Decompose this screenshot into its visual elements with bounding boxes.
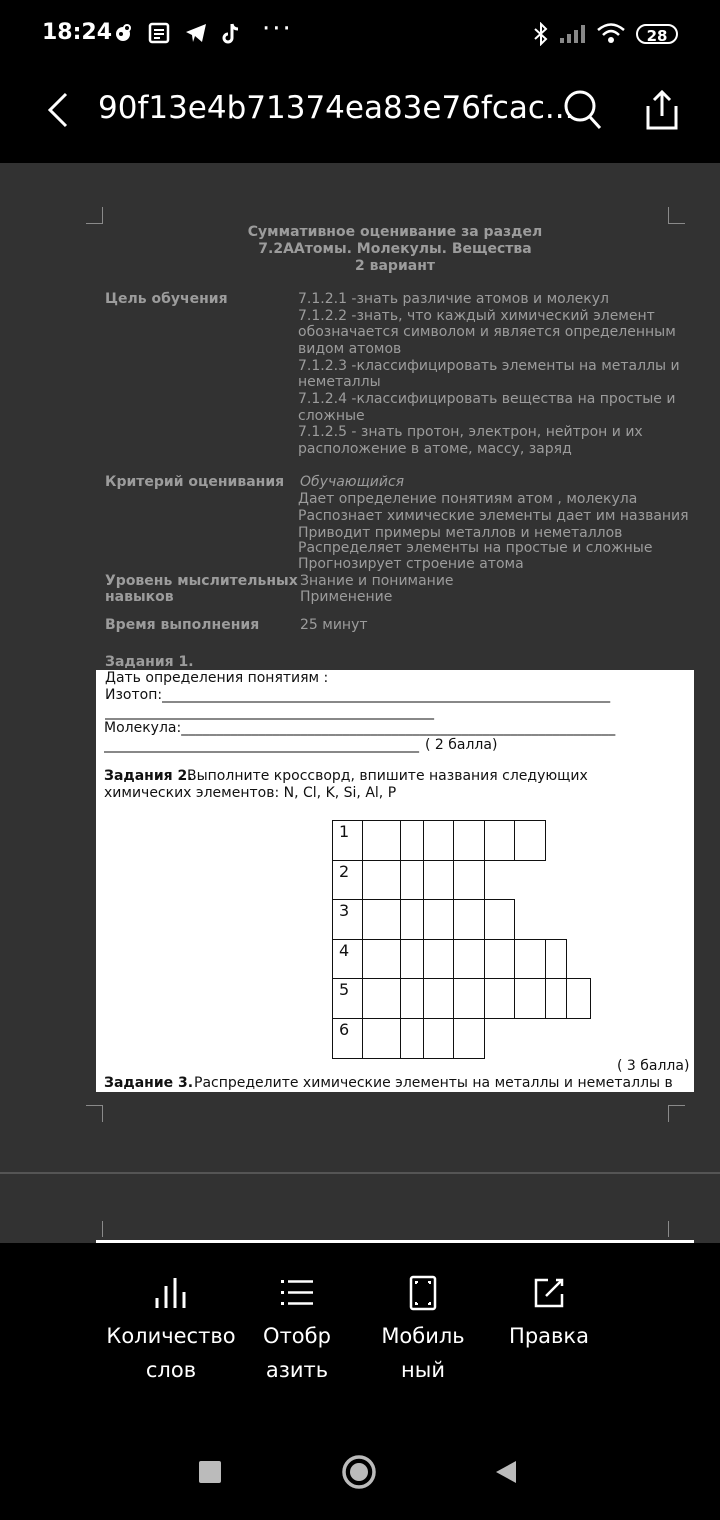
crossword-cell [400, 939, 424, 979]
toolbar-label: Правка [509, 1324, 589, 1348]
crossword-cell [423, 820, 454, 861]
criteria-label: Критерий оценивания [105, 474, 285, 490]
task1-line: Изотоп:________________________________________________________________ [105, 687, 611, 703]
crossword-cell [362, 1018, 401, 1059]
goal-line: обозначается символом и является определенным [298, 324, 676, 340]
page-divider [0, 1172, 720, 1174]
crossword-cell [362, 860, 401, 900]
crossword-cell [362, 939, 401, 979]
crossword-cell [484, 820, 515, 861]
list-icon [252, 1273, 342, 1313]
telegram-icon [184, 22, 208, 48]
crossword-cell [566, 978, 591, 1019]
task1-points: ( 2 балла) [425, 737, 498, 753]
task1-line: Молекула:______________________________________________________________ [104, 720, 616, 736]
crossword-cell [514, 820, 546, 861]
word-count-button[interactable] [100, 1273, 242, 1387]
goal-line: 7.1.2.4 -классифицировать вещества на простые и [298, 391, 676, 407]
goal-label: Цель обучения [105, 291, 228, 307]
edit-button[interactable] [500, 1273, 598, 1353]
task2-text-line2: химических элементов: N, Cl, K, Si, Al, P [104, 785, 397, 801]
bluetooth-icon [532, 22, 550, 50]
recents-icon[interactable] [199, 1461, 221, 1487]
toolbar-label: Количество [106, 1324, 236, 1348]
crossword-number: 2 [339, 862, 350, 881]
chart-bars-icon [100, 1273, 242, 1313]
task2-text: Выполните кроссворд, впишите названия следующих [187, 768, 588, 784]
task1-line: _____________________________________________ [104, 737, 419, 753]
doc-heading-line: 7.2ААтомы. Молекулы. Вещества [258, 241, 532, 257]
crossword-cell [400, 860, 424, 900]
crossword-cell [362, 899, 401, 940]
status-bar [0, 0, 720, 68]
doc-heading-line: Суммативное оценивание за раздел [247, 224, 543, 240]
crossword-cell [423, 899, 454, 940]
toolbar-label: Мобиль [381, 1324, 465, 1348]
crossword-cell [400, 899, 424, 940]
display-button[interactable] [252, 1273, 342, 1387]
skill-label: Уровень мыслительных [105, 573, 298, 589]
criteria-line: Распознает химические элементы дает им названия [298, 508, 689, 524]
battery-indicator: 28 [636, 24, 678, 44]
criteria-line: Приводит примеры металлов и неметаллов [298, 525, 623, 541]
task2-label: Задания 2. [104, 768, 193, 784]
page-corner-mark [668, 1221, 685, 1237]
goal-line: 7.1.2.2 -знать, что каждый химический элемент [298, 308, 655, 324]
goal-line: неметаллы [298, 374, 381, 390]
task1-line: Дать определения понятиям : [105, 670, 329, 686]
page-corner-mark [86, 1105, 103, 1122]
back-nav-icon[interactable] [494, 1459, 518, 1489]
crossword-cell [453, 860, 485, 900]
system-navigation-bar [0, 1424, 720, 1520]
signal-icon [558, 22, 588, 48]
crossword-cell [362, 820, 401, 861]
criteria-line: Прогнозирует строение атома [298, 556, 524, 572]
criteria-line: Обучающийся [300, 474, 405, 490]
crossword-cell [400, 978, 424, 1019]
criteria-line: Распределяет элементы на простые и сложные [298, 540, 653, 556]
crossword-cell [423, 978, 454, 1019]
page-corner-mark [86, 1221, 103, 1237]
crossword-number: 6 [339, 1020, 350, 1039]
goal-line: 7.1.2.5 - знать протон, электрон, нейтрон и их [298, 424, 643, 440]
share-icon[interactable] [644, 88, 680, 136]
crossword-cell [484, 899, 515, 940]
task1-line: _______________________________________________ [105, 704, 434, 720]
goal-line: 7.1.2.1 -знать различие атомов и молекул [298, 291, 609, 307]
page-corner-mark [668, 1105, 685, 1122]
page-corner-mark [668, 207, 685, 224]
document-page-section [96, 670, 694, 1092]
task1-label: Задания 1. [105, 654, 194, 670]
crossword-cell [453, 1018, 485, 1059]
toolbar-label: ный [401, 1358, 445, 1382]
crossword-cell [514, 978, 546, 1019]
skill-line: Применение [300, 589, 393, 605]
crossword-number: 5 [339, 980, 350, 999]
goal-line: 7.1.2.3 -классифицировать элементы на металлы и [298, 358, 680, 374]
toolbar-label: азить [265, 1358, 329, 1382]
wifi-icon [596, 22, 626, 48]
crossword-cell [545, 978, 567, 1019]
crossword-cell [545, 939, 567, 979]
news-icon [148, 22, 170, 48]
crossword-cell [453, 978, 485, 1019]
crossword-cell [400, 820, 424, 861]
skill-label: навыков [105, 589, 174, 605]
notification-icon [112, 22, 134, 48]
doc-heading-line: 2 вариант [355, 258, 435, 274]
crossword-cell [423, 1018, 454, 1059]
goal-line: видом атомов [298, 341, 402, 357]
goal-line: расположение в атоме, массу, заряд [298, 441, 572, 457]
app-bar [0, 68, 720, 163]
home-icon[interactable] [341, 1454, 377, 1494]
skill-line: Знание и понимание [300, 573, 454, 589]
crossword-number: 4 [339, 941, 350, 960]
clock: 18:24 [42, 20, 113, 45]
crossword-cell [423, 939, 454, 979]
crossword-cell [453, 939, 485, 979]
crossword-cell [484, 978, 515, 1019]
task2-points: ( 3 балла) [617, 1058, 690, 1074]
edit-icon [500, 1273, 598, 1313]
mobile-view-button[interactable] [372, 1273, 474, 1387]
crossword-cell [484, 939, 515, 979]
time-label: Время выполнения [105, 617, 260, 633]
more-notifications-icon: ··· [262, 14, 293, 44]
search-icon[interactable] [562, 88, 604, 136]
mobile-view-icon [372, 1273, 474, 1313]
goal-line: сложные [298, 408, 365, 424]
page-corner-mark [86, 207, 103, 224]
crossword-cell [400, 1018, 424, 1059]
bottom-toolbar [0, 1243, 720, 1424]
crossword-cell [362, 978, 401, 1019]
crossword-cell [423, 860, 454, 900]
crossword-cell [514, 939, 546, 979]
toolbar-label: слов [145, 1358, 197, 1382]
document-title: 90f13e4b71374ea83e76fcac... [98, 90, 575, 126]
crossword-cell [453, 899, 485, 940]
back-icon[interactable] [42, 90, 74, 134]
task3-text: Распределите химические элементы на металлы и неметаллы в [194, 1075, 673, 1091]
task3-label: Задание 3. [104, 1075, 194, 1091]
criteria-line: Дает определение понятиям атом , молекула [298, 491, 638, 507]
crossword-cell [453, 820, 485, 861]
crossword-number: 3 [339, 901, 350, 920]
time-value: 25 минут [300, 617, 368, 633]
toolbar-label: Отобр [263, 1324, 331, 1348]
tiktok-icon [220, 22, 242, 50]
crossword-number: 1 [339, 822, 350, 841]
